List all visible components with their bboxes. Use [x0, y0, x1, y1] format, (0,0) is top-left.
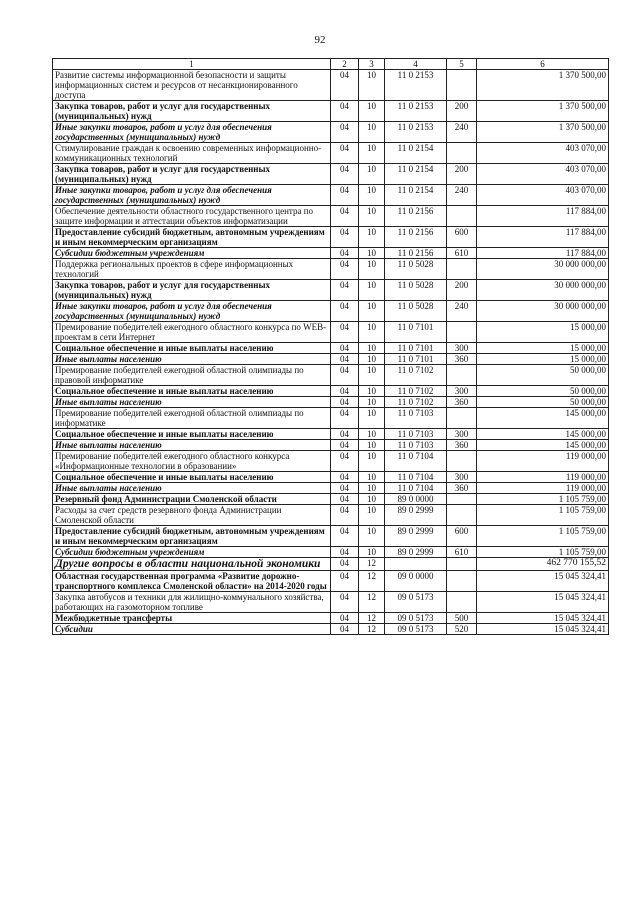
row-target-article-cell: 11 0 7102 [385, 386, 447, 397]
table-row [53, 386, 609, 397]
row-expense-type-cell: 300 [447, 386, 477, 397]
row-name-cell: Резервный фонд Администрации Смоленской области [53, 494, 331, 505]
row-expense-type-cell [447, 143, 477, 164]
row-amount-cell: 50 000,00 [477, 397, 609, 408]
table-row [53, 259, 609, 280]
row-subsection-cell: 10 [359, 259, 385, 280]
row-expense-type-cell: 240 [447, 122, 477, 143]
row-expense-type-cell: 300 [447, 472, 477, 483]
row-name-cell: Иные выплаты населению [53, 483, 331, 494]
row-section-cell: 04 [331, 505, 359, 526]
row-name-cell: Премирование победителей ежегодной областной олимпиады по правовой информатике [53, 365, 331, 386]
row-target-article-cell: 11 0 2154 [385, 164, 447, 185]
table-row [53, 558, 609, 571]
row-expense-type-cell [447, 505, 477, 526]
row-target-article-cell [385, 558, 447, 571]
row-target-article-cell: 09 0 5173 [385, 624, 447, 635]
row-section-cell: 04 [331, 526, 359, 547]
row-name-cell: Субсидии бюджетным учреждениям [53, 547, 331, 558]
row-name-cell: Развитие системы информационной безопасности и защиты информационных систем и ресурсов от несанкционированного доступа [53, 70, 331, 101]
row-expense-type-cell [447, 259, 477, 280]
row-amount-cell: 145 000,00 [477, 429, 609, 440]
row-subsection-cell: 10 [359, 248, 385, 259]
row-amount-cell: 117 884,00 [477, 227, 609, 248]
table-row [53, 429, 609, 440]
row-name-cell: Стимулирование граждан к освоению современных информационно-коммуникационных технологий [53, 143, 331, 164]
row-subsection-cell: 10 [359, 227, 385, 248]
row-subsection-cell: 12 [359, 558, 385, 571]
table-row [53, 227, 609, 248]
row-amount-cell: 119 000,00 [477, 472, 609, 483]
row-section-cell: 04 [331, 259, 359, 280]
table-row [53, 185, 609, 206]
table-row [53, 494, 609, 505]
row-subsection-cell: 10 [359, 185, 385, 206]
table-row [53, 440, 609, 451]
row-subsection-cell: 10 [359, 206, 385, 227]
row-section-cell: 04 [331, 472, 359, 483]
row-section-cell: 04 [331, 122, 359, 143]
row-amount-cell: 1 370 500,00 [477, 101, 609, 122]
row-expense-type-cell [447, 322, 477, 343]
table-row [53, 248, 609, 259]
row-expense-type-cell: 600 [447, 227, 477, 248]
row-amount-cell: 119 000,00 [477, 483, 609, 494]
row-name-cell: Субсидии бюджетным учреждениям [53, 248, 331, 259]
row-section-cell: 04 [331, 322, 359, 343]
row-section-cell: 04 [331, 164, 359, 185]
table-row [53, 101, 609, 122]
row-name-cell: Закупка товаров, работ и услуг для государственных (муниципальных) нужд [53, 164, 331, 185]
row-subsection-cell: 12 [359, 571, 385, 592]
row-section-cell: 04 [331, 365, 359, 386]
row-expense-type-cell [447, 365, 477, 386]
row-subsection-cell: 12 [359, 613, 385, 624]
row-name-cell: Закупка товаров, работ и услуг для государственных (муниципальных) нужд [53, 101, 331, 122]
row-name-cell: Субсидии [53, 624, 331, 635]
row-expense-type-cell [447, 408, 477, 429]
row-subsection-cell: 10 [359, 483, 385, 494]
row-expense-type-cell: 520 [447, 624, 477, 635]
row-name-cell: Закупка автобусов и техники для жилищно-коммунального хозяйства, работающих на газомоторном топливе [53, 592, 331, 613]
row-target-article-cell: 11 0 2153 [385, 122, 447, 143]
row-section-cell: 04 [331, 440, 359, 451]
row-name-cell: Предоставление субсидий бюджетным, автономным учреждениям и иным некоммерческим организациям [53, 526, 331, 547]
table-row [53, 164, 609, 185]
row-amount-cell: 15 045 324,41 [477, 613, 609, 624]
row-amount-cell: 403 070,00 [477, 143, 609, 164]
row-amount-cell: 1 105 759,00 [477, 505, 609, 526]
row-subsection-cell: 10 [359, 451, 385, 472]
row-target-article-cell: 89 0 2999 [385, 547, 447, 558]
row-section-cell: 04 [331, 206, 359, 227]
table-row [53, 547, 609, 558]
row-target-article-cell: 11 0 7104 [385, 483, 447, 494]
row-amount-cell: 15 000,00 [477, 322, 609, 343]
row-name-cell: Другие вопросы в области национальной экономики [53, 558, 331, 571]
row-name-cell: Расходы за счет средств резервного фонда Администрации Смоленской области [53, 505, 331, 526]
table-row [53, 472, 609, 483]
row-amount-cell: 1 105 759,00 [477, 547, 609, 558]
row-name-cell: Премирование победителей ежегодного областного конкурса по WEB-проектам в сети Интернет [53, 322, 331, 343]
row-name-cell: Областная государственная программа «Развитие дорожно-транспортного комплекса Смоленской области» на 2014-2020 годы [53, 571, 331, 592]
table-row [53, 483, 609, 494]
row-subsection-cell: 10 [359, 494, 385, 505]
row-expense-type-cell: 610 [447, 248, 477, 259]
row-target-article-cell: 11 0 7103 [385, 408, 447, 429]
row-target-article-cell: 11 0 2156 [385, 248, 447, 259]
row-amount-cell: 50 000,00 [477, 365, 609, 386]
row-expense-type-cell [447, 558, 477, 571]
row-name-cell: Поддержка региональных проектов в сфере информационных технологий [53, 259, 331, 280]
row-section-cell: 04 [331, 571, 359, 592]
row-name-cell: Предоставление субсидий бюджетным, автономным учреждениям и иным некоммерческим организациям [53, 227, 331, 248]
row-amount-cell: 1 370 500,00 [477, 70, 609, 101]
row-expense-type-cell [447, 206, 477, 227]
row-amount-cell: 403 070,00 [477, 164, 609, 185]
row-section-cell: 04 [331, 386, 359, 397]
row-name-cell: Обеспечение деятельности областного государственного центра по защите информации и аттестации объектов информатизации [53, 206, 331, 227]
row-name-cell: Иные закупки товаров, работ и услуг для обеспечения государственных (муниципальных) нужд [53, 301, 331, 322]
row-section-cell: 04 [331, 280, 359, 301]
table-row [53, 343, 609, 354]
row-amount-cell: 1 105 759,00 [477, 494, 609, 505]
column-header: 2 [331, 59, 359, 70]
row-expense-type-cell: 200 [447, 164, 477, 185]
row-section-cell: 04 [331, 558, 359, 571]
row-expense-type-cell [447, 592, 477, 613]
budget-table [52, 58, 609, 635]
table-row [53, 451, 609, 472]
row-name-cell: Премирование победителей ежегодного областного конкурса «Информационные технологии в образовании» [53, 451, 331, 472]
row-target-article-cell: 11 0 2154 [385, 143, 447, 164]
table-row [53, 408, 609, 429]
row-subsection-cell: 10 [359, 365, 385, 386]
row-section-cell: 04 [331, 343, 359, 354]
row-subsection-cell: 10 [359, 301, 385, 322]
row-amount-cell: 30 000 000,00 [477, 259, 609, 280]
table-row [53, 613, 609, 624]
row-name-cell: Закупка товаров, работ и услуг для государственных (муниципальных) нужд [53, 280, 331, 301]
row-subsection-cell: 10 [359, 429, 385, 440]
row-expense-type-cell: 610 [447, 547, 477, 558]
row-subsection-cell: 10 [359, 547, 385, 558]
row-amount-cell: 15 045 324,41 [477, 592, 609, 613]
table-header-row [53, 59, 609, 70]
row-section-cell: 04 [331, 248, 359, 259]
row-amount-cell: 30 000 000,00 [477, 280, 609, 301]
row-target-article-cell: 11 0 2156 [385, 227, 447, 248]
column-header: 6 [477, 59, 609, 70]
row-target-article-cell: 89 0 2999 [385, 505, 447, 526]
row-name-cell: Межбюджетные трансферты [53, 613, 331, 624]
table-row [53, 143, 609, 164]
row-section-cell: 04 [331, 451, 359, 472]
row-name-cell: Иные выплаты населению [53, 440, 331, 451]
row-target-article-cell: 11 0 2156 [385, 206, 447, 227]
row-amount-cell: 15 000,00 [477, 343, 609, 354]
row-expense-type-cell: 360 [447, 397, 477, 408]
table-row [53, 526, 609, 547]
row-amount-cell: 1 105 759,00 [477, 526, 609, 547]
row-expense-type-cell [447, 70, 477, 101]
row-target-article-cell: 11 0 7101 [385, 343, 447, 354]
table-row [53, 354, 609, 365]
row-target-article-cell: 11 0 7103 [385, 440, 447, 451]
row-target-article-cell: 11 0 7101 [385, 322, 447, 343]
row-subsection-cell: 10 [359, 322, 385, 343]
row-amount-cell: 403 070,00 [477, 185, 609, 206]
row-subsection-cell: 10 [359, 397, 385, 408]
table-row [53, 571, 609, 592]
row-name-cell: Премирование победителей ежегодной областной олимпиады по информатике [53, 408, 331, 429]
row-name-cell: Социальное обеспечение и иные выплаты населению [53, 472, 331, 483]
column-header: 4 [385, 59, 447, 70]
row-name-cell: Иные выплаты населению [53, 397, 331, 408]
row-expense-type-cell [447, 451, 477, 472]
column-header: 1 [53, 59, 331, 70]
row-name-cell: Иные выплаты населению [53, 354, 331, 365]
row-subsection-cell: 10 [359, 101, 385, 122]
row-name-cell: Социальное обеспечение и иные выплаты населению [53, 386, 331, 397]
row-section-cell: 04 [331, 70, 359, 101]
row-amount-cell: 117 884,00 [477, 206, 609, 227]
row-amount-cell: 145 000,00 [477, 440, 609, 451]
row-name-cell: Иные закупки товаров, работ и услуг для обеспечения государственных (муниципальных) нужд [53, 122, 331, 143]
row-amount-cell: 462 770 155,52 [477, 558, 609, 571]
row-name-cell: Социальное обеспечение и иные выплаты населению [53, 429, 331, 440]
row-amount-cell: 50 000,00 [477, 386, 609, 397]
row-section-cell: 04 [331, 592, 359, 613]
row-amount-cell: 1 370 500,00 [477, 122, 609, 143]
column-header: 5 [447, 59, 477, 70]
row-target-article-cell: 11 0 2153 [385, 101, 447, 122]
row-expense-type-cell: 360 [447, 483, 477, 494]
row-subsection-cell: 10 [359, 354, 385, 365]
table-row [53, 70, 609, 101]
row-subsection-cell: 10 [359, 70, 385, 101]
row-expense-type-cell: 360 [447, 354, 477, 365]
table-row [53, 365, 609, 386]
row-section-cell: 04 [331, 408, 359, 429]
row-expense-type-cell: 200 [447, 101, 477, 122]
row-expense-type-cell: 500 [447, 613, 477, 624]
row-target-article-cell: 11 0 2154 [385, 185, 447, 206]
column-header: 3 [359, 59, 385, 70]
row-target-article-cell: 11 0 7102 [385, 365, 447, 386]
row-expense-type-cell: 200 [447, 280, 477, 301]
row-expense-type-cell: 240 [447, 185, 477, 206]
row-expense-type-cell: 240 [447, 301, 477, 322]
row-subsection-cell: 10 [359, 472, 385, 483]
row-section-cell: 04 [331, 354, 359, 365]
row-expense-type-cell: 600 [447, 526, 477, 547]
row-section-cell: 04 [331, 613, 359, 624]
table-row [53, 122, 609, 143]
page-number: 92 [314, 34, 326, 46]
table-row [53, 624, 609, 635]
row-name-cell: Социальное обеспечение и иные выплаты населению [53, 343, 331, 354]
row-target-article-cell: 11 0 5028 [385, 259, 447, 280]
row-section-cell: 04 [331, 624, 359, 635]
row-expense-type-cell [447, 571, 477, 592]
row-expense-type-cell [447, 494, 477, 505]
row-amount-cell: 15 045 324,41 [477, 571, 609, 592]
table-row [53, 592, 609, 613]
row-section-cell: 04 [331, 494, 359, 505]
row-subsection-cell: 12 [359, 592, 385, 613]
table-row [53, 206, 609, 227]
row-subsection-cell: 10 [359, 386, 385, 397]
row-target-article-cell: 11 0 7101 [385, 354, 447, 365]
row-target-article-cell: 11 0 2153 [385, 70, 447, 101]
row-subsection-cell: 10 [359, 164, 385, 185]
row-target-article-cell: 11 0 7104 [385, 472, 447, 483]
row-subsection-cell: 10 [359, 526, 385, 547]
row-section-cell: 04 [331, 185, 359, 206]
row-expense-type-cell: 300 [447, 429, 477, 440]
row-section-cell: 04 [331, 227, 359, 248]
row-section-cell: 04 [331, 143, 359, 164]
row-section-cell: 04 [331, 429, 359, 440]
row-amount-cell: 117 884,00 [477, 248, 609, 259]
row-expense-type-cell: 360 [447, 440, 477, 451]
row-target-article-cell: 11 0 7104 [385, 451, 447, 472]
row-subsection-cell: 10 [359, 343, 385, 354]
row-amount-cell: 119 000,00 [477, 451, 609, 472]
row-name-cell: Иные закупки товаров, работ и услуг для обеспечения государственных (муниципальных) нужд [53, 185, 331, 206]
row-target-article-cell: 11 0 5028 [385, 280, 447, 301]
table-row [53, 397, 609, 408]
row-target-article-cell: 11 0 7102 [385, 397, 447, 408]
row-subsection-cell: 10 [359, 143, 385, 164]
table-row [53, 301, 609, 322]
row-amount-cell: 15 045 324,41 [477, 624, 609, 635]
row-section-cell: 04 [331, 483, 359, 494]
row-subsection-cell: 10 [359, 122, 385, 143]
row-subsection-cell: 10 [359, 505, 385, 526]
row-target-article-cell: 09 0 5173 [385, 592, 447, 613]
row-subsection-cell: 10 [359, 280, 385, 301]
row-target-article-cell: 09 0 0000 [385, 571, 447, 592]
table-row [53, 322, 609, 343]
row-target-article-cell: 89 0 0000 [385, 494, 447, 505]
row-section-cell: 04 [331, 547, 359, 558]
row-expense-type-cell: 300 [447, 343, 477, 354]
table-row [53, 280, 609, 301]
row-subsection-cell: 12 [359, 624, 385, 635]
row-target-article-cell: 11 0 5028 [385, 301, 447, 322]
row-target-article-cell: 11 0 7103 [385, 429, 447, 440]
row-amount-cell: 30 000 000,00 [477, 301, 609, 322]
row-subsection-cell: 10 [359, 440, 385, 451]
row-subsection-cell: 10 [359, 408, 385, 429]
row-amount-cell: 15 000,00 [477, 354, 609, 365]
row-amount-cell: 145 000,00 [477, 408, 609, 429]
row-section-cell: 04 [331, 101, 359, 122]
row-section-cell: 04 [331, 301, 359, 322]
row-target-article-cell: 09 0 5173 [385, 613, 447, 624]
row-section-cell: 04 [331, 397, 359, 408]
row-target-article-cell: 89 0 2999 [385, 526, 447, 547]
table-row [53, 505, 609, 526]
